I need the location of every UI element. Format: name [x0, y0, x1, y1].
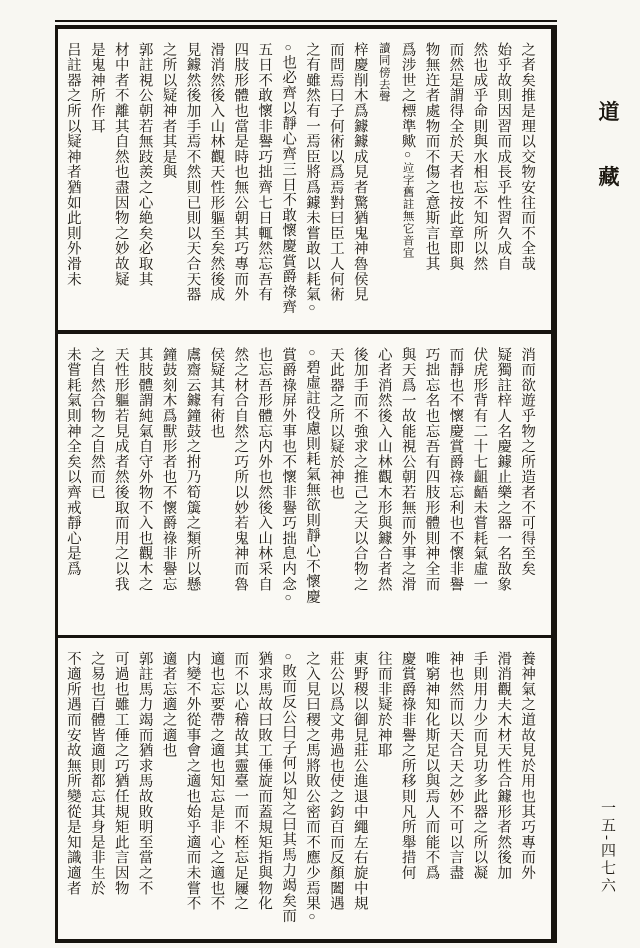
- text-column: 神也然而以天合天之妙不可以言盡: [447, 651, 464, 881]
- text-column: 郭註馬力竭而猶求馬故敗明至當之不: [136, 651, 153, 896]
- top-register: [58, 29, 550, 330]
- text-column: 而然是謂得全於天者也按此章即與: [447, 42, 464, 272]
- text-column: 之所以疑神者其是與: [160, 42, 177, 180]
- text-column: 之易也百體皆適則都忘其身是非生於: [88, 651, 105, 896]
- page-number: 一五-四七六: [599, 800, 615, 895]
- text-column: 之自然合物之自然而已: [88, 346, 105, 500]
- text-column: 而靜也不懷慶賞爵祿忘利也不懷非譽: [447, 346, 464, 592]
- text-column: 之者矣推是理以交物安往而不全哉: [519, 42, 536, 272]
- page-frame: [55, 25, 557, 943]
- text-column: 梓慶削木爲鐻鐻成見者驚猶鬼神魯侯見: [351, 42, 368, 303]
- text-column: 然也成乎命則與水相忘不知所以然: [471, 42, 488, 272]
- text-column: 心者消然後入山林觀木形與鐻合者然: [375, 346, 392, 592]
- text-column: 鬳齋云鐻鐘鼓之拊乃筍簴之類所以懸: [184, 346, 201, 592]
- text-column: 與天爲一故能視公朝若無而外事之滑: [399, 346, 416, 592]
- text-column: 猶求馬故曰敗工倕旋而蓋規矩指與物化: [256, 651, 273, 912]
- text-column: 之有雖然有一焉臣將爲鐻未嘗敢以耗氣○: [303, 42, 320, 315]
- text-column: 是鬼神所作耳: [88, 42, 105, 134]
- margin-canon-title-dao: 道: [598, 100, 620, 124]
- text-column: 莊公以爲文弗過也使之鈞百而反顏闔遇: [327, 651, 344, 912]
- text-column: 然之材合自然之巧所以妙若鬼神而魯: [232, 346, 249, 592]
- text-column: 未嘗耗氣則神全矣以齊戒靜心是爲: [64, 346, 81, 576]
- annotation-small-text: ○: [282, 591, 295, 604]
- text-column: 而不以心稽故其靈臺一而不桎忘足屨之: [232, 651, 249, 912]
- text-column: 而問焉曰子何術以爲焉對曰臣工人何術: [327, 42, 344, 303]
- text-column: 鐘鼓刻木爲獸形者也不懷爵祿非譽忘: [160, 346, 177, 592]
- text-column: 始乎故則因習而成長乎性習久成自: [495, 42, 512, 272]
- text-column: 適也忘要帶之適也知忘是非心之適也不: [208, 651, 225, 912]
- outer-top-rule: [55, 20, 557, 22]
- text-column: 不適所遇而安故無所變從是知識適者: [64, 651, 81, 896]
- section-circle-mark: ○: [305, 346, 318, 360]
- annotation-small-text: ○: [305, 302, 318, 315]
- text-column: 也忘吾形體忘内外也然後入山林采自: [256, 346, 273, 592]
- text-column: 東野稷以御見莊公進退中繩左右旋中規: [351, 651, 368, 912]
- text-column: 唯窮神知化斯足以與焉人而能不爲: [423, 651, 440, 881]
- text-column: 之入見曰稷之馬將敗公密而不應少焉果○: [303, 651, 320, 924]
- text-column: 慶賞爵祿非譽之所移則凡所舉措何: [399, 651, 416, 881]
- text-column: 侯疑其有術也: [208, 346, 225, 439]
- annotation-small-text: 讀同傍去聲: [377, 42, 390, 103]
- text-column: 手則用力少而見功多此器之所以凝: [471, 651, 488, 881]
- text-column: 郭註視公朝若無跂羨之心絶矣必取其: [136, 42, 153, 287]
- text-column: 滑消觀夫木材天性合鐻形者然後加: [495, 651, 512, 881]
- text-column: 其肢體謂純氣自守外物不入也觀木之: [136, 346, 153, 592]
- text-column: 天此器之所以疑於神也: [327, 346, 344, 500]
- section-circle-mark: ○: [282, 42, 295, 55]
- text-column: [371, 42, 395, 324]
- middle-register: [58, 334, 550, 635]
- text-column: 内變不外從事會之適也始乎適而未嘗不: [184, 651, 201, 912]
- text-column: 賞爵祿屏外事也不懷非譽巧拙息内念○: [280, 346, 297, 604]
- text-column: ○也必齊以靜心齊三日不敢懷慶賞爵祿齊: [280, 42, 297, 315]
- text-column: 材中者不離其自然也盡因物之妙故疑: [112, 42, 129, 287]
- text-column: 後加手而不強求之推己之天以合物之: [351, 346, 368, 592]
- text-column: 見鐻然後加手焉不然則已則以天合天器: [184, 42, 201, 303]
- margin-canon-title-zang: 藏: [598, 165, 620, 189]
- text-column: 疑獨註梓人名慶鐻止樂之器一名敔象: [495, 346, 512, 592]
- text-column: 爲涉世之標準歟○竝字舊註無它音宜: [399, 42, 416, 259]
- annotation-small-text: ○竝字舊註無它音宜: [401, 149, 414, 259]
- text-column: ○敗而反公曰子何以知之曰其馬力竭矣而: [280, 651, 297, 924]
- text-column: 滑消然後入山林觀天性形軀至矣然後成: [208, 42, 225, 303]
- text-column: 往而非疑於神耶: [375, 651, 392, 759]
- bottom-register: [58, 638, 550, 939]
- annotation-small-text: ○: [305, 911, 318, 924]
- text-column: 物無迕者處物而不傷之意斯言也其: [423, 42, 440, 272]
- text-column: 吕註器之所以疑神者猶如此則外滑未: [64, 42, 81, 287]
- text-column: 天性形軀若見成者然後取而用之以我: [112, 346, 129, 592]
- text-column: 五日不敢懷非譽巧拙齊七日輒然忘吾有: [256, 42, 273, 303]
- text-column: 適者忘適之適也: [160, 651, 177, 759]
- text-column: ○碧虛註役慮則耗氣無欲則靜心不懷慶: [303, 346, 320, 604]
- text-column: 可過也雖工倕之巧猶任規矩此言因物: [112, 651, 129, 896]
- text-column: 養神氣之道故見於用也其巧專而外: [519, 651, 536, 881]
- section-circle-mark: ○: [282, 651, 295, 664]
- text-column: 巧拙忘名也忘吾有四肢形體則神全而: [423, 346, 440, 592]
- text-column: 四肢形體也當是時也無公朝其巧專而外: [232, 42, 249, 303]
- text-column: 消而欲遊乎物之所造者不可得至矣: [519, 346, 536, 576]
- text-column: 伏虎形背有二十七齟齬未嘗耗氣虛一: [471, 346, 488, 592]
